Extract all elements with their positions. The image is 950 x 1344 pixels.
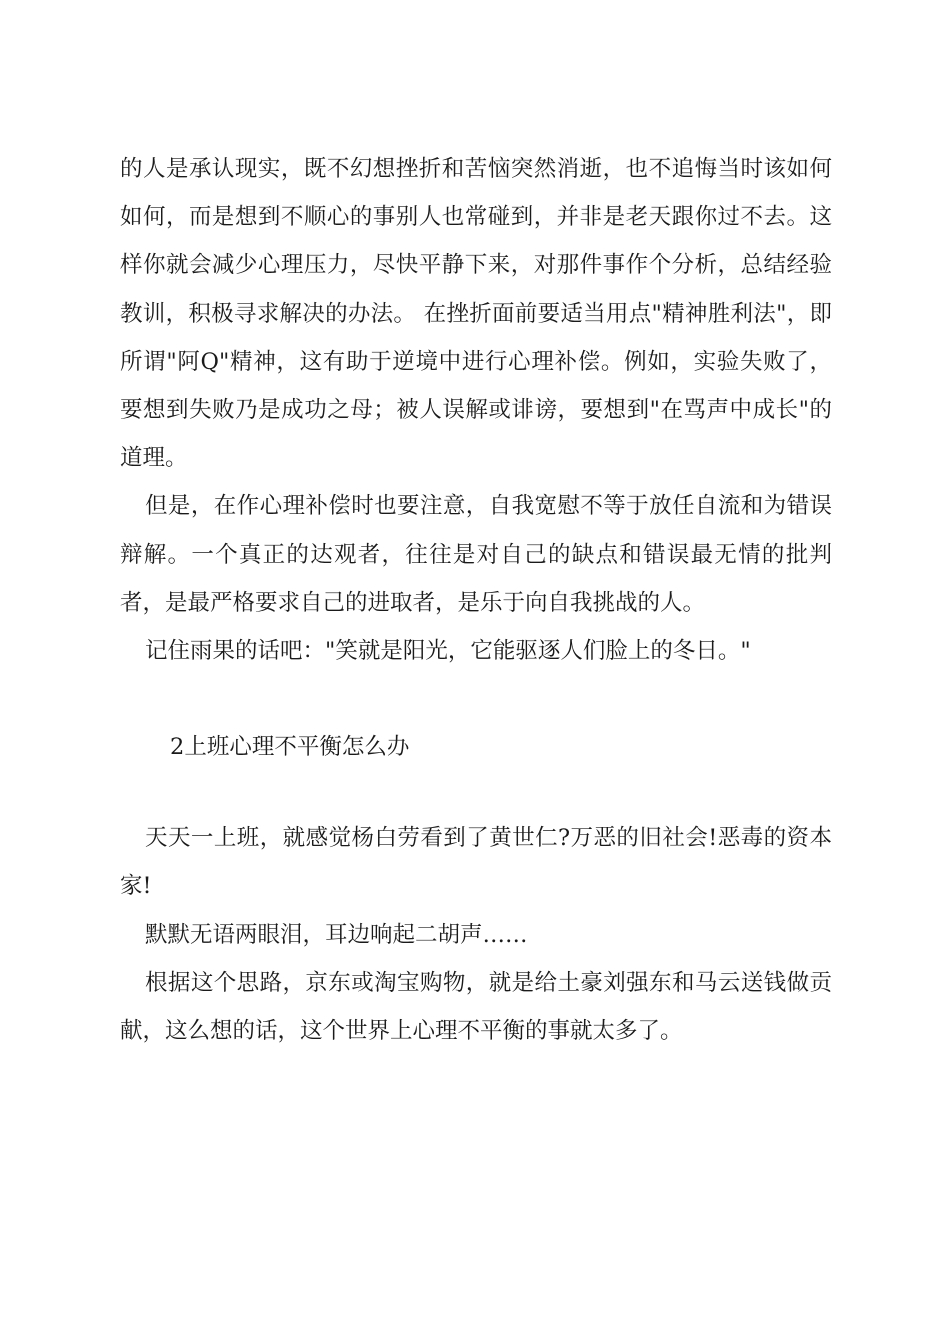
section-heading: 2上班心理不平衡怎么办 bbox=[170, 734, 410, 761]
paragraph-hugo-quote: 记住雨果的话吧："笑就是阳光，它能驱逐人们脸上的冬日。" bbox=[145, 638, 751, 665]
paragraph-silent-tears: 默默无语两眼泪，耳边响起二胡声…… bbox=[145, 921, 528, 948]
paragraph-work-feeling: 天天一上班，就感觉杨白劳看到了黄世仁?万恶的旧社会!恶毒的资本家! bbox=[120, 825, 832, 900]
paragraph-shopping-thought: 根据这个思路，京东或淘宝购物，就是给土豪刘强东和马云送钱做贡献，这么想的话，这个世界上心理不平衡的事就太多了。 bbox=[120, 969, 832, 1045]
document-page bbox=[120, 145, 832, 1055]
paragraph-compensation-caution: 但是，在作心理补偿时也要注意，自我宽慰不等于放任自流和为错误辩解。一个真正的达观者，往往是对自己的缺点和错误最无情的批判者，是最严格要求自己的进取者，是乐于向自我挑战的人。 bbox=[120, 493, 832, 616]
paragraph-acceptance: 的人是承认现实，既不幻想挫折和苦恼突然消逝，也不追悔当时该如何如何，而是想到不顺心的事别人也常碰到，并非是老天跟你过不去。这样你就会减少心理压力，尽快平静下来，对那件事作个分析，总结经验教训，积极寻求解决的办法。 在挫折面前要适当用点"精神胜利法"，即所谓"阿Q"精神，这有助于逆境中进行心理补偿。例如，实验失败了，要想到失败乃是成功之母；被人误解或诽谤，要想到"在骂声中成长"的道理。 bbox=[120, 156, 832, 472]
